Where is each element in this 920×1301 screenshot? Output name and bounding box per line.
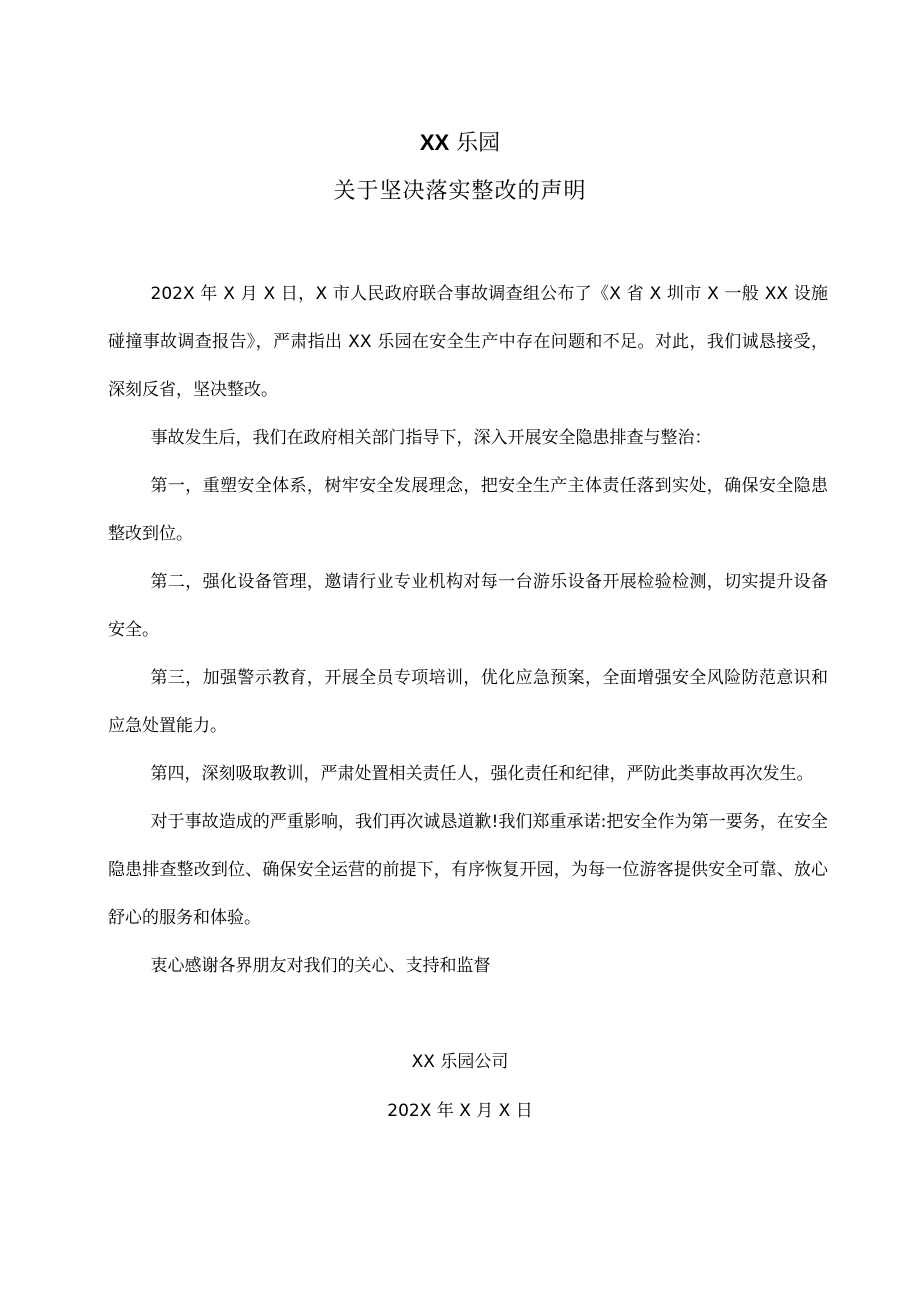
paragraph-point-2: 第二，强化设备管理，邀请行业专业机构对每一台游乐设备开展检验检测，切实提升设备安全。: [108, 572, 828, 640]
document-body: [108, 270, 828, 990]
signature-date: 202X 年 X 月 X 日: [387, 1101, 533, 1121]
paragraph-point-1: 第一，重塑安全体系，树牢安全发展理念，把安全生产主体责任落到实处，确保安全隐患整改到位。: [108, 476, 828, 544]
paragraph-thanks: 衷心感谢各界朋友对我们的关心、支持和监督: [150, 956, 491, 976]
paragraph-intro: 202X 年 X 月 X 日，X 市人民政府联合事故调查组公布了《X 省 X 圳市 X 一般 XX 设施碰撞事故调查报告》，严肃指出 XX 乐园在安全生产中存在问题和不足。对此，我们诚恳接受，深刻反省，坚决整改。: [108, 284, 828, 400]
title-suffix: 乐园: [449, 131, 501, 156]
paragraph-point-3: 第三，加强警示教育，开展全员专项培训，优化应急预案，全面增强安全风险防范意识和应急处置能力。: [108, 668, 828, 736]
paragraph-apology: 对于事故造成的严重影响，我们再次诚恳道歉!我们郑重承诺:把安全作为第一要务，在安全隐患排查整改到位、确保安全运营的前提下，有序恢复开园，为每一位游客提供安全可靠、放心舒心的服务和体验。: [108, 812, 828, 928]
paragraph-actions-lead: 事故发生后，我们在政府相关部门指导下，深入开展安全隐患排查与整治：: [150, 428, 712, 448]
title-prefix: XX: [419, 130, 450, 155]
signature-company: XX 乐园公司: [411, 1052, 509, 1072]
page-title: [0, 128, 920, 159]
paragraph-point-4: 第四，深刻吸取教训，严肃处置相关责任人，强化责任和纪律，严防此类事故再次发生。: [150, 764, 814, 784]
page-subtitle: 关于坚决落实整改的声明: [333, 179, 587, 204]
